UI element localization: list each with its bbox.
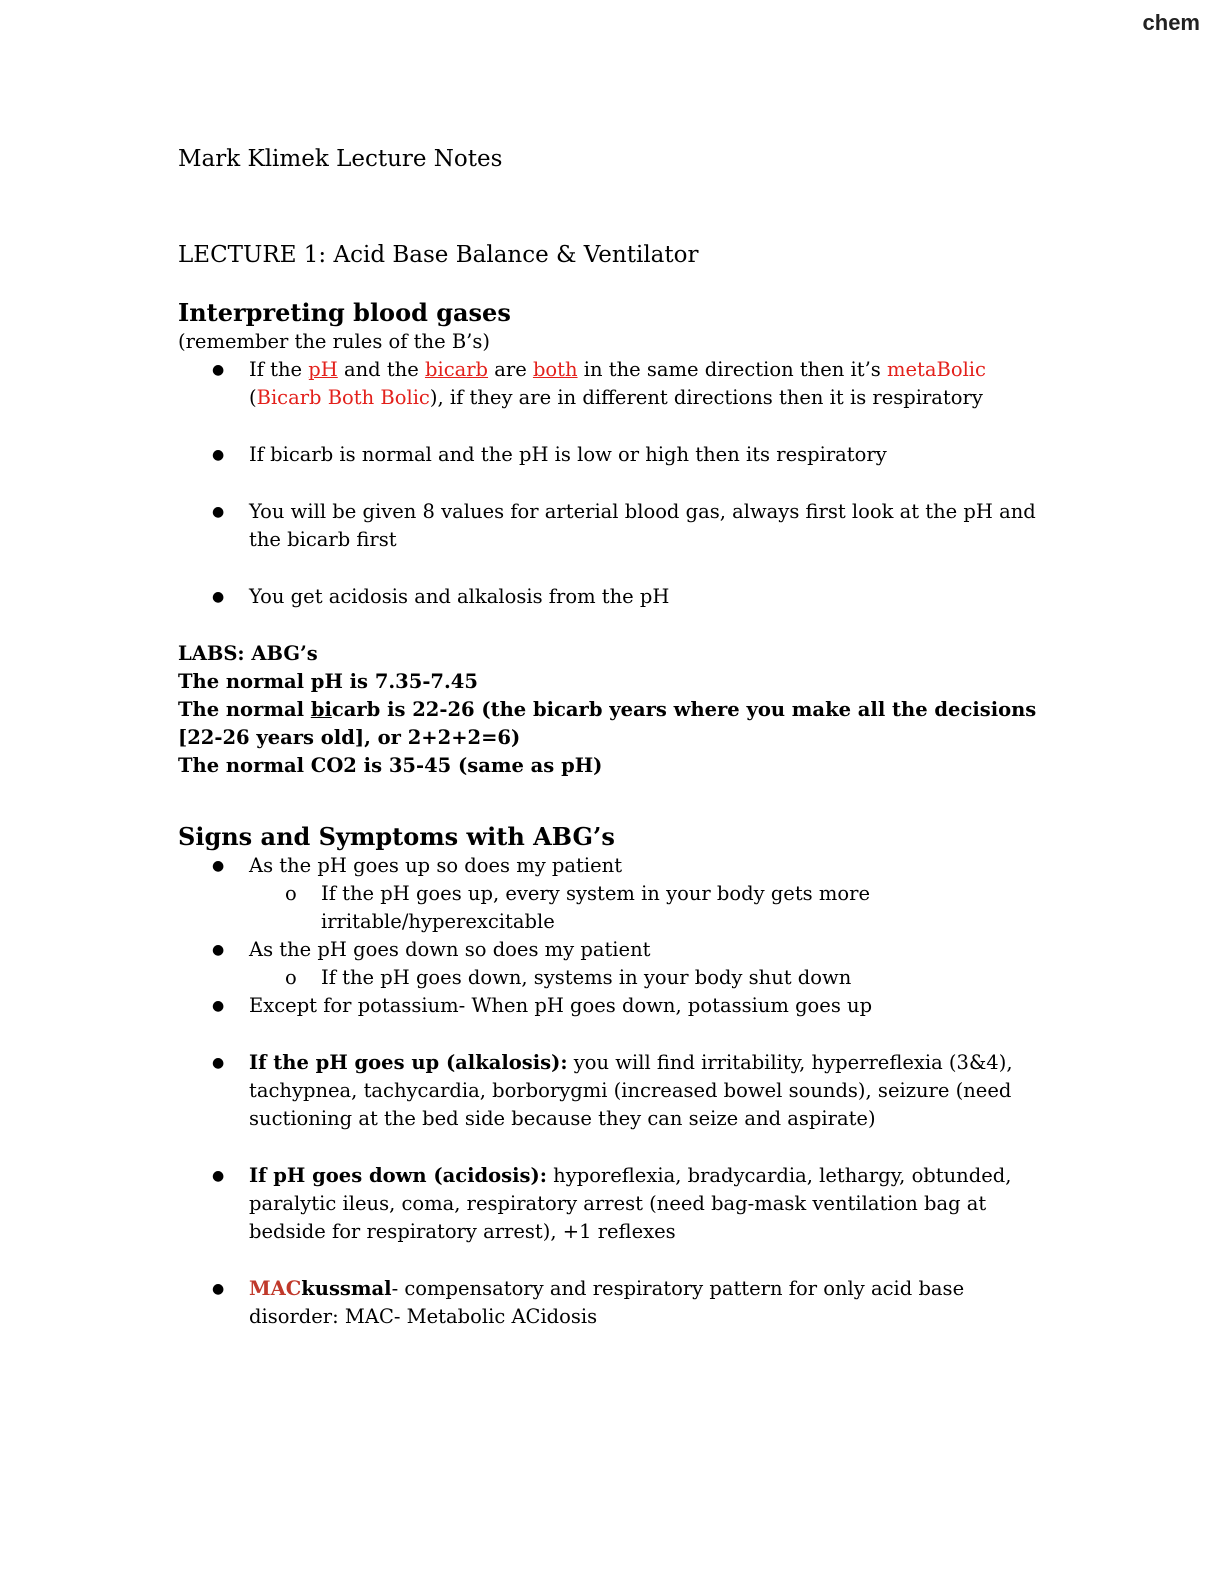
list-item: ● If bicarb is normal and the pH is low or high then its respiratory <box>178 441 1058 469</box>
list-item: ● MACkussmal- compensatory and respiratory pattern for only acid base disorder: MAC- Metabolic ACidosis <box>178 1275 1058 1331</box>
ph-term: pH <box>308 358 338 381</box>
section-heading-signs: Signs and Symptoms with ABG’s <box>178 822 615 851</box>
lecture-title: LECTURE 1: Acid Base Balance & Ventilator <box>178 242 699 268</box>
labs-block <box>178 640 1058 780</box>
list-item: ● You will be given 8 values for arterial blood gas, always first look at the pH and the bicarb first <box>178 498 1058 554</box>
list-item: ● If pH goes down (acidosis): hyporeflexia, bradycardia, lethargy, obtunded, paralytic ileus, coma, respiratory arrest (need bag-mask ventilation bag at bedside for respiratory arrest), +1 reflexes <box>178 1162 1058 1246</box>
list-item: ● You get acidosis and alkalosis from the pH <box>178 583 1058 611</box>
list-item: ● If the pH and the bicarb are both in the same direction then it’s metaBolic (Bicarb Both Bolic), if they are in different directions then it is respiratory <box>178 356 1058 412</box>
metabolic-term: metaBolic <box>887 358 986 381</box>
bicarb-term: bicarb <box>424 358 489 381</box>
mac-term: MAC <box>249 1277 302 1300</box>
sub-list <box>249 880 1058 936</box>
mnemonic-term: Bicarb Both Bolic <box>256 386 430 409</box>
sub-list-item: o If the pH goes down, systems in your body shut down <box>249 964 1058 992</box>
list-item: ● Except for potassium- When pH goes down, potassium goes up <box>178 992 1058 1020</box>
signs-list <box>178 852 1058 1331</box>
both-term: both <box>532 358 578 381</box>
labs-normal-co2: The normal CO2 is 35-45 (same as pH) <box>178 754 603 777</box>
list-item: ● As the pH goes up so does my patient o If the pH goes up, every system in your body gets more irritable/hyperexcitable <box>178 852 1058 936</box>
corner-tag: chem <box>1142 10 1200 35</box>
document-title: Mark Klimek Lecture Notes <box>178 146 503 172</box>
sub-list <box>249 964 1058 992</box>
blood-gas-rules-list <box>178 356 1058 611</box>
list-item: ● As the pH goes down so does my patient o If the pH goes down, systems in your body shut down <box>178 936 1058 992</box>
sub-list-item: o If the pH goes up, every system in your body gets more irritable/hyperexcitable <box>249 880 1058 936</box>
labs-normal-ph: The normal pH is 7.35-7.45 <box>178 670 478 693</box>
list-item: ● If the pH goes up (alkalosis): you will find irritability, hyperreflexia (3&4), tachypnea, tachycardia, borborygmi (increased bowel sounds), seizure (need suctioning at the bed side because they can seize and aspirate) <box>178 1049 1058 1133</box>
labs-normal-bicarb: The normal bicarb is 22-26 (the bicarb years where you make all the decisions [22-26 years old], or 2+2+2=6) <box>178 698 1037 749</box>
labs-heading: LABS: ABG’s <box>178 642 318 665</box>
section-note: (remember the rules of the B’s) <box>178 330 490 353</box>
document-page <box>178 142 1058 1331</box>
section-heading-blood-gases: Interpreting blood gases <box>178 298 511 327</box>
